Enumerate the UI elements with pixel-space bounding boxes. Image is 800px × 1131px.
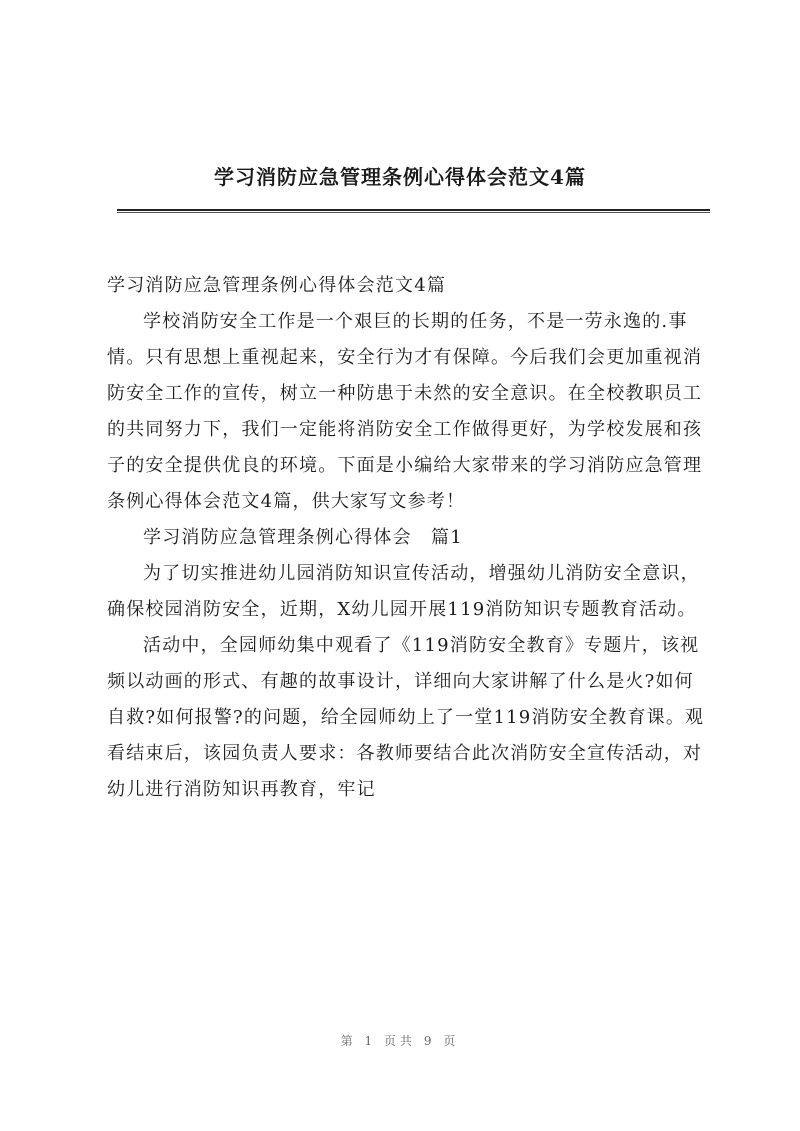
section-title: 学习消防应急管理条例心得体会 篇1: [143, 527, 463, 548]
page-header: [0, 160, 800, 194]
intro-title: 学习消防应急管理条例心得体会范文4篇: [107, 275, 447, 296]
header-divider: [117, 209, 710, 211]
section-paragraph-1: 为了切实推进幼儿园消防知识宣传活动，增强幼儿消防安全意识，确保校园消防安全，近期，X幼儿园开展119消防知识专题教育活动。: [107, 563, 700, 620]
page-number: 第 1 页共 9 页: [340, 1034, 460, 1048]
document-title: 学习消防应急管理条例心得体会范文4篇: [214, 165, 586, 189]
intro-paragraph: 学校消防安全工作是一个艰巨的长期的任务，不是一劳永逸的.事情。只有思想上重视起来，安全行为才有保障。今后我们会更加重视消防安全工作的宣传，树立一种防患于未然的安全意识。在全校教职员工的共同努力下，我们一定能将消防安全工作做得更好，为学校发展和孩子的安全提供优良的环境。下面是小编给大家带来的学习消防应急管理条例心得体会范文4篇，供大家写文参考！: [107, 311, 703, 512]
section-paragraph-2: 活动中，全园师幼集中观看了《119消防安全教育》专题片，该视频以动画的形式、有趣的故事设计，详细向大家讲解了什么是火?如何自救?如何报警?的问题，给全园师幼上了一堂119消防安全教育课。观看结束后，该园负责人要求：各教师要结合此次消防安全宣传活动，对幼儿进行消防知识再教育，牢记: [107, 635, 705, 800]
document-body: [107, 268, 710, 808]
